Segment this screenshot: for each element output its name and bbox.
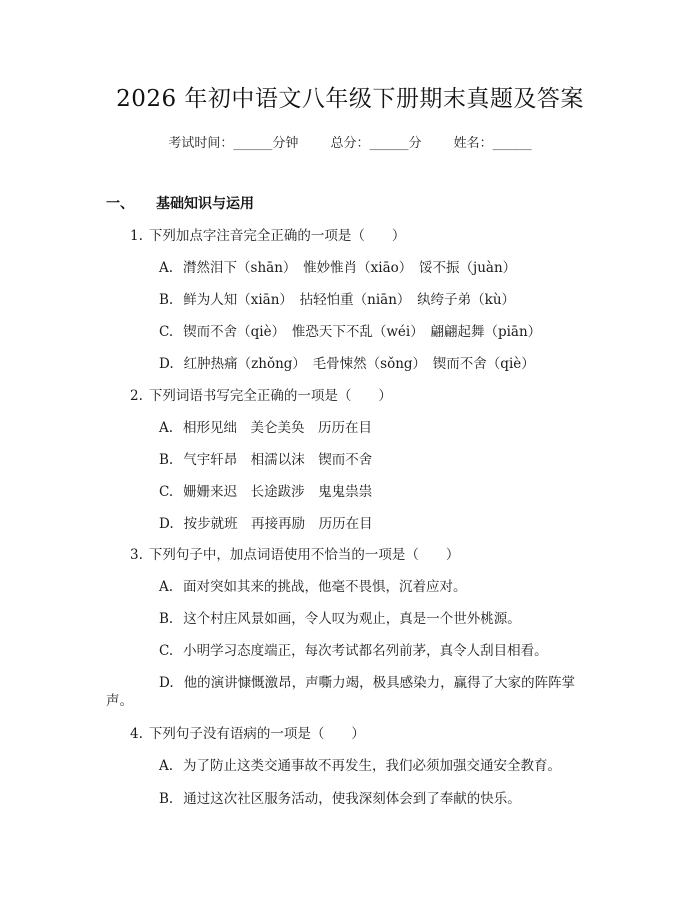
- question-number: 2.: [130, 388, 143, 404]
- question-2-option-c: [159, 480, 372, 500]
- option-text: 这个村庄风景如画，令人叹为观止，真是一个世外桃源。: [183, 611, 521, 627]
- question-4-option-b: [159, 787, 521, 807]
- option-label: B.: [159, 292, 174, 308]
- question-2-option-a: [159, 416, 372, 436]
- option-label: C.: [159, 324, 174, 340]
- option-text: 为了防止这类交通事故不再发生，我们必须加强交通安全教育。: [183, 758, 562, 774]
- option-label: A.: [159, 260, 174, 276]
- option-text: 小明学习态度端正，每次考试都名列前茅，真令人刮目相看。: [183, 643, 548, 659]
- option-text: 气宇轩昂 相濡以沫 锲而不舍: [183, 452, 373, 468]
- question-1-option-c: [159, 320, 541, 340]
- option-text: 按步就班 再接再励 历历在目: [183, 516, 373, 532]
- question-2: [130, 384, 392, 404]
- question-stem: 下列加点字注音完全正确的一项是（ ）: [148, 228, 406, 244]
- question-number: 1.: [130, 228, 143, 244]
- question-2-option-d: [159, 512, 373, 532]
- student-name-field: 姓名：______: [453, 136, 532, 151]
- total-score-field: 总分：______分: [330, 136, 422, 151]
- question-3-option-b: [159, 607, 521, 627]
- question-number: 3.: [130, 547, 143, 563]
- option-label: A.: [159, 579, 174, 595]
- option-text: 锲而不舍（qiè） 惟恐天下不乱（wéi） 翩翩起舞（piān）: [183, 324, 542, 340]
- question-3-option-d-continuation: 声。: [106, 693, 133, 709]
- question-3-option-a: [159, 575, 467, 595]
- question-4: [130, 722, 365, 742]
- exam-time-field: 考试时间：______分钟: [168, 136, 299, 151]
- question-1-option-d: [159, 352, 535, 372]
- option-text: 面对突如其来的挑战，他毫不畏惧，沉着应对。: [183, 579, 467, 595]
- option-text: 鲜为人知（xiān） 拈轻怕重（niān） 纨绔子弟（kù）: [183, 292, 516, 308]
- question-3-option-d: [159, 671, 575, 691]
- option-label: C.: [159, 484, 174, 500]
- option-label: B.: [159, 791, 174, 807]
- question-stem: 下列词语书写完全正确的一项是（ ）: [148, 388, 392, 404]
- option-label: A.: [159, 758, 174, 774]
- option-label: D.: [159, 516, 174, 532]
- option-label: D.: [159, 356, 174, 372]
- question-3: [130, 543, 459, 563]
- option-text: 通过这次社区服务活动，使我深刻体会到了奉献的快乐。: [183, 791, 521, 807]
- question-stem: 下列句子没有语病的一项是（ ）: [148, 726, 365, 742]
- section-heading: [106, 193, 254, 213]
- exam-title: 2026 年初中语文八年级下册期末真题及答案: [116, 86, 584, 112]
- question-stem: 下列句子中，加点词语使用不恰当的一项是（ ）: [148, 547, 460, 563]
- option-label: B.: [159, 452, 174, 468]
- section-number: 一、: [106, 196, 134, 212]
- option-text: 他的演讲慷慨激昂，声嘶力竭，极具感染力，赢得了大家的阵阵掌: [183, 675, 576, 691]
- option-text: 相形见绌 美仑美奂 历历在目: [183, 420, 373, 436]
- question-3-option-c: [159, 639, 548, 659]
- option-text: 红肿热痛（zhǒng） 毛骨悚然（sǒng） 锲而不舍（qiè）: [183, 356, 535, 372]
- option-label: B.: [159, 611, 174, 627]
- section-title: 基础知识与运用: [156, 196, 254, 212]
- question-4-option-a: [159, 754, 561, 774]
- question-number: 4.: [130, 726, 143, 742]
- option-text: 姗姗来迟 长途跋涉 鬼鬼祟祟: [183, 484, 373, 500]
- option-text: 潸然泪下（shān） 惟妙惟肖（xiāo） 馁不振（juàn）: [183, 260, 517, 276]
- option-label: C.: [159, 643, 174, 659]
- question-1-option-b: [159, 288, 515, 308]
- question-1-option-a: [159, 256, 516, 276]
- question-1: [130, 224, 405, 244]
- option-label: D.: [159, 675, 174, 691]
- option-label: A.: [159, 420, 174, 436]
- question-2-option-b: [159, 448, 372, 468]
- exam-meta: [0, 132, 700, 151]
